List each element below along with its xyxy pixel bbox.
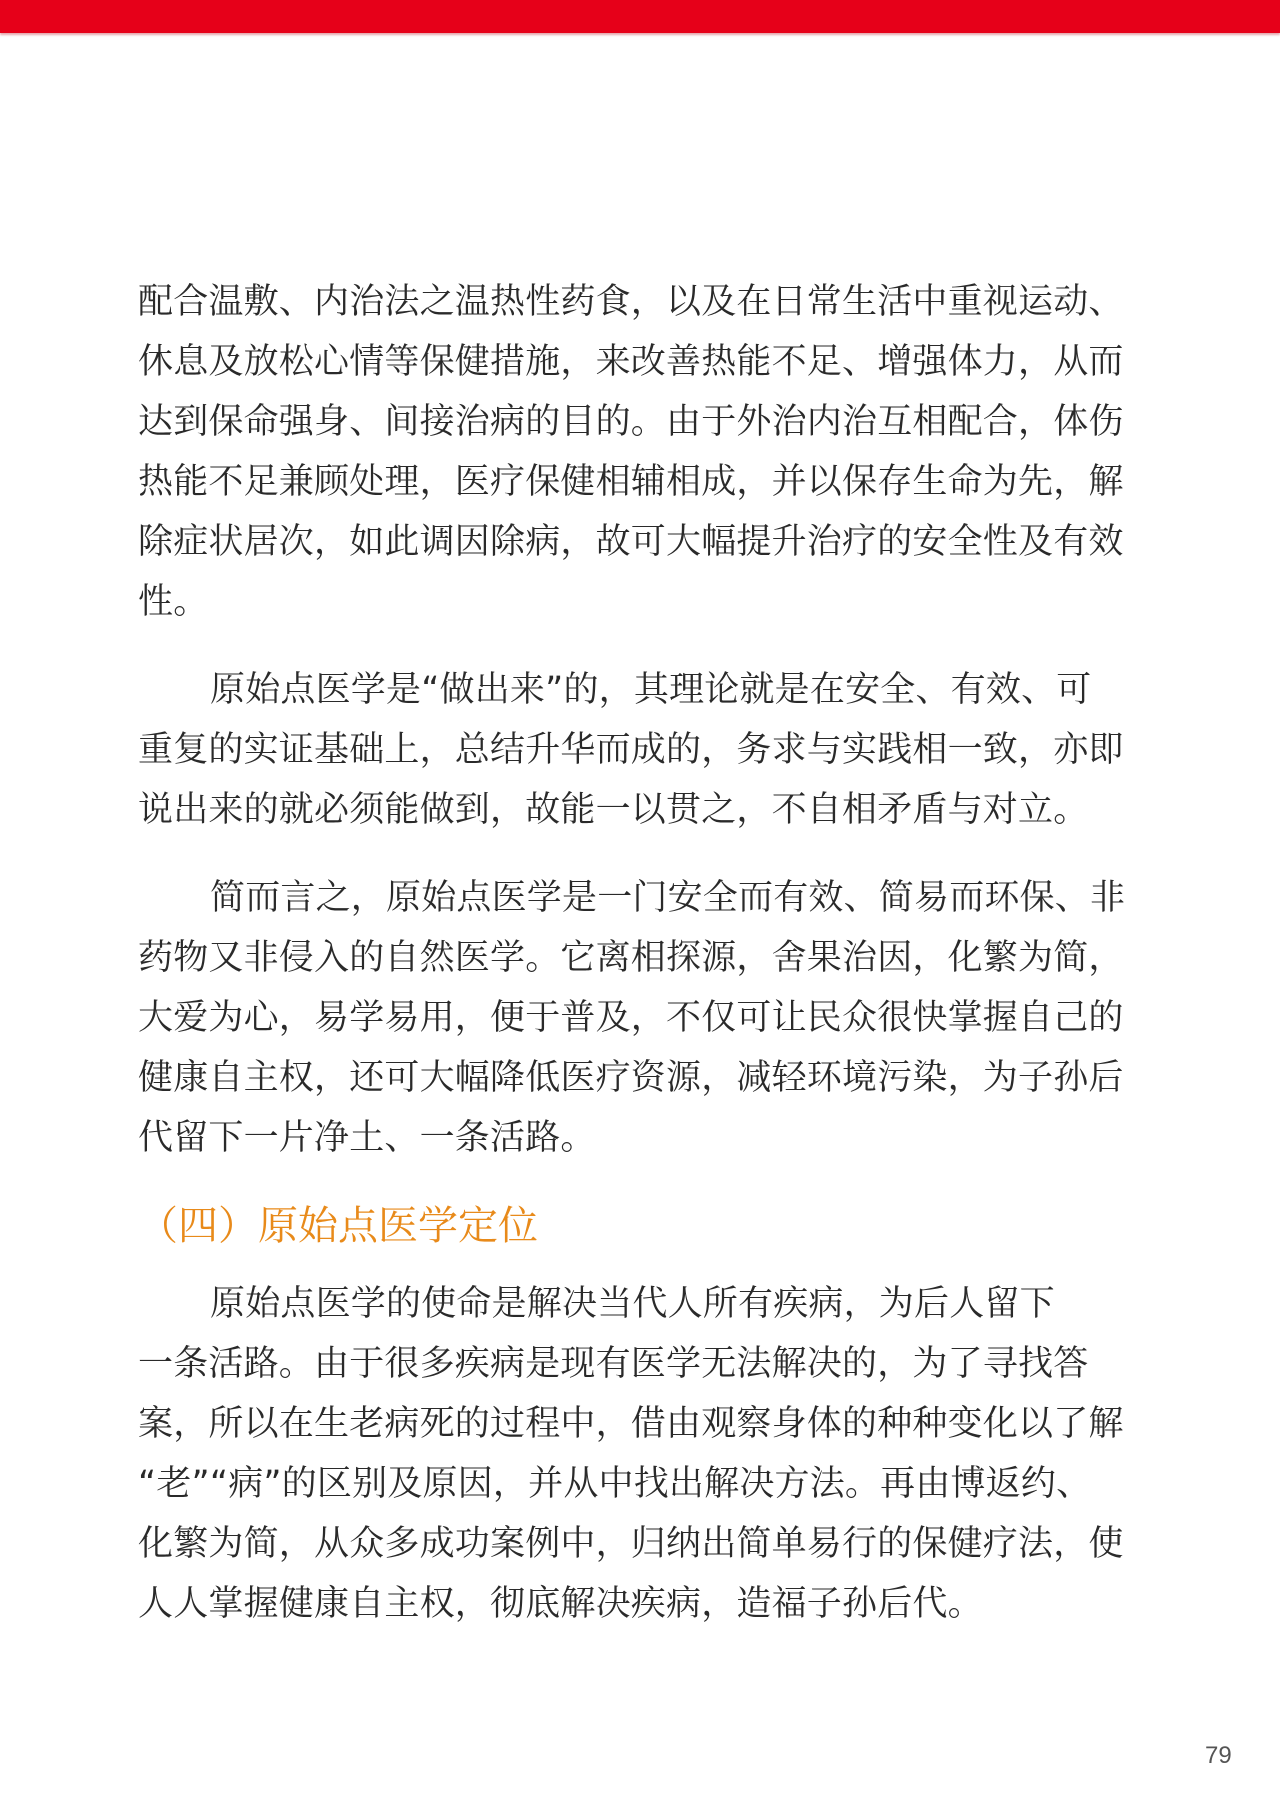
text-line: 原始点医学的使命是解决当代人所有疾病，为后人留下 bbox=[210, 1284, 1055, 1324]
paragraph-summary bbox=[138, 868, 1148, 1168]
text-line: 说出来的就必须能做到，故能一以贯之，不自相矛盾与对立。 bbox=[138, 790, 1089, 830]
text-line: 一条活路。由于很多疾病是现有医学无法解决的，为了寻找答 bbox=[138, 1344, 1089, 1384]
section-heading: （四）原始点医学定位 bbox=[138, 1203, 538, 1249]
text-line: 药物又非侵入的自然医学。它离相探源，舍果治因，化繁为简， bbox=[138, 938, 1124, 978]
paragraph-spacer bbox=[138, 840, 1148, 868]
heading-spacer bbox=[138, 1256, 1148, 1274]
text-line: 配合温敷、内治法之温热性药食，以及在日常生活中重视运动、 bbox=[138, 282, 1124, 322]
paragraph-practice bbox=[138, 660, 1148, 840]
text-line: 除症状居次，如此调因除病，故可大幅提升治疗的安全性及有效 bbox=[138, 522, 1124, 562]
text-line: 人人掌握健康自主权，彻底解决疾病，造福子孙后代。 bbox=[138, 1584, 983, 1624]
text-line: 原始点医学是“做出来”的，其理论就是在安全、有效、可 bbox=[210, 670, 1092, 710]
paragraph-mission bbox=[138, 1274, 1148, 1634]
text-line: 休息及放松心情等保健措施，来改善热能不足、增强体力，从而 bbox=[138, 342, 1124, 382]
text-line: 性。 bbox=[138, 582, 209, 622]
text-line: 重复的实证基础上，总结升华而成的，务求与实践相一致，亦即 bbox=[138, 730, 1124, 770]
text-line: 大爱为心，易学易用，便于普及，不仅可让民众很快掌握自己的 bbox=[138, 998, 1124, 1038]
text-line: 化繁为简，从众多成功案例中，归纳出简单易行的保健疗法，使 bbox=[138, 1524, 1124, 1564]
paragraph-spacer bbox=[138, 632, 1148, 660]
text-line: 热能不足兼顾处理，医疗保健相辅相成，并以保存生命为先，解 bbox=[138, 462, 1124, 502]
text-line: “老”“病”的区别及原因，并从中找出解决方法。再由博返约、 bbox=[138, 1464, 1092, 1504]
top-red-bar bbox=[0, 0, 1280, 33]
text-line: 代留下一片净土、一条活路。 bbox=[138, 1118, 596, 1158]
text-line: 简而言之，原始点医学是一门安全而有效、简易而环保、非 bbox=[210, 878, 1126, 918]
heading-spacer bbox=[138, 1168, 1148, 1196]
page-number: 79 bbox=[1205, 1742, 1232, 1769]
text-line: 健康自主权，还可大幅降低医疗资源，减轻环境污染，为子孙后 bbox=[138, 1058, 1124, 1098]
text-line: 案，所以在生老病死的过程中，借由观察身体的种种变化以了解 bbox=[138, 1404, 1124, 1444]
paragraph-continuation bbox=[138, 272, 1148, 632]
text-line: 达到保命强身、间接治病的目的。由于外治内治互相配合，体伤 bbox=[138, 402, 1124, 442]
page-body bbox=[138, 272, 1148, 1634]
